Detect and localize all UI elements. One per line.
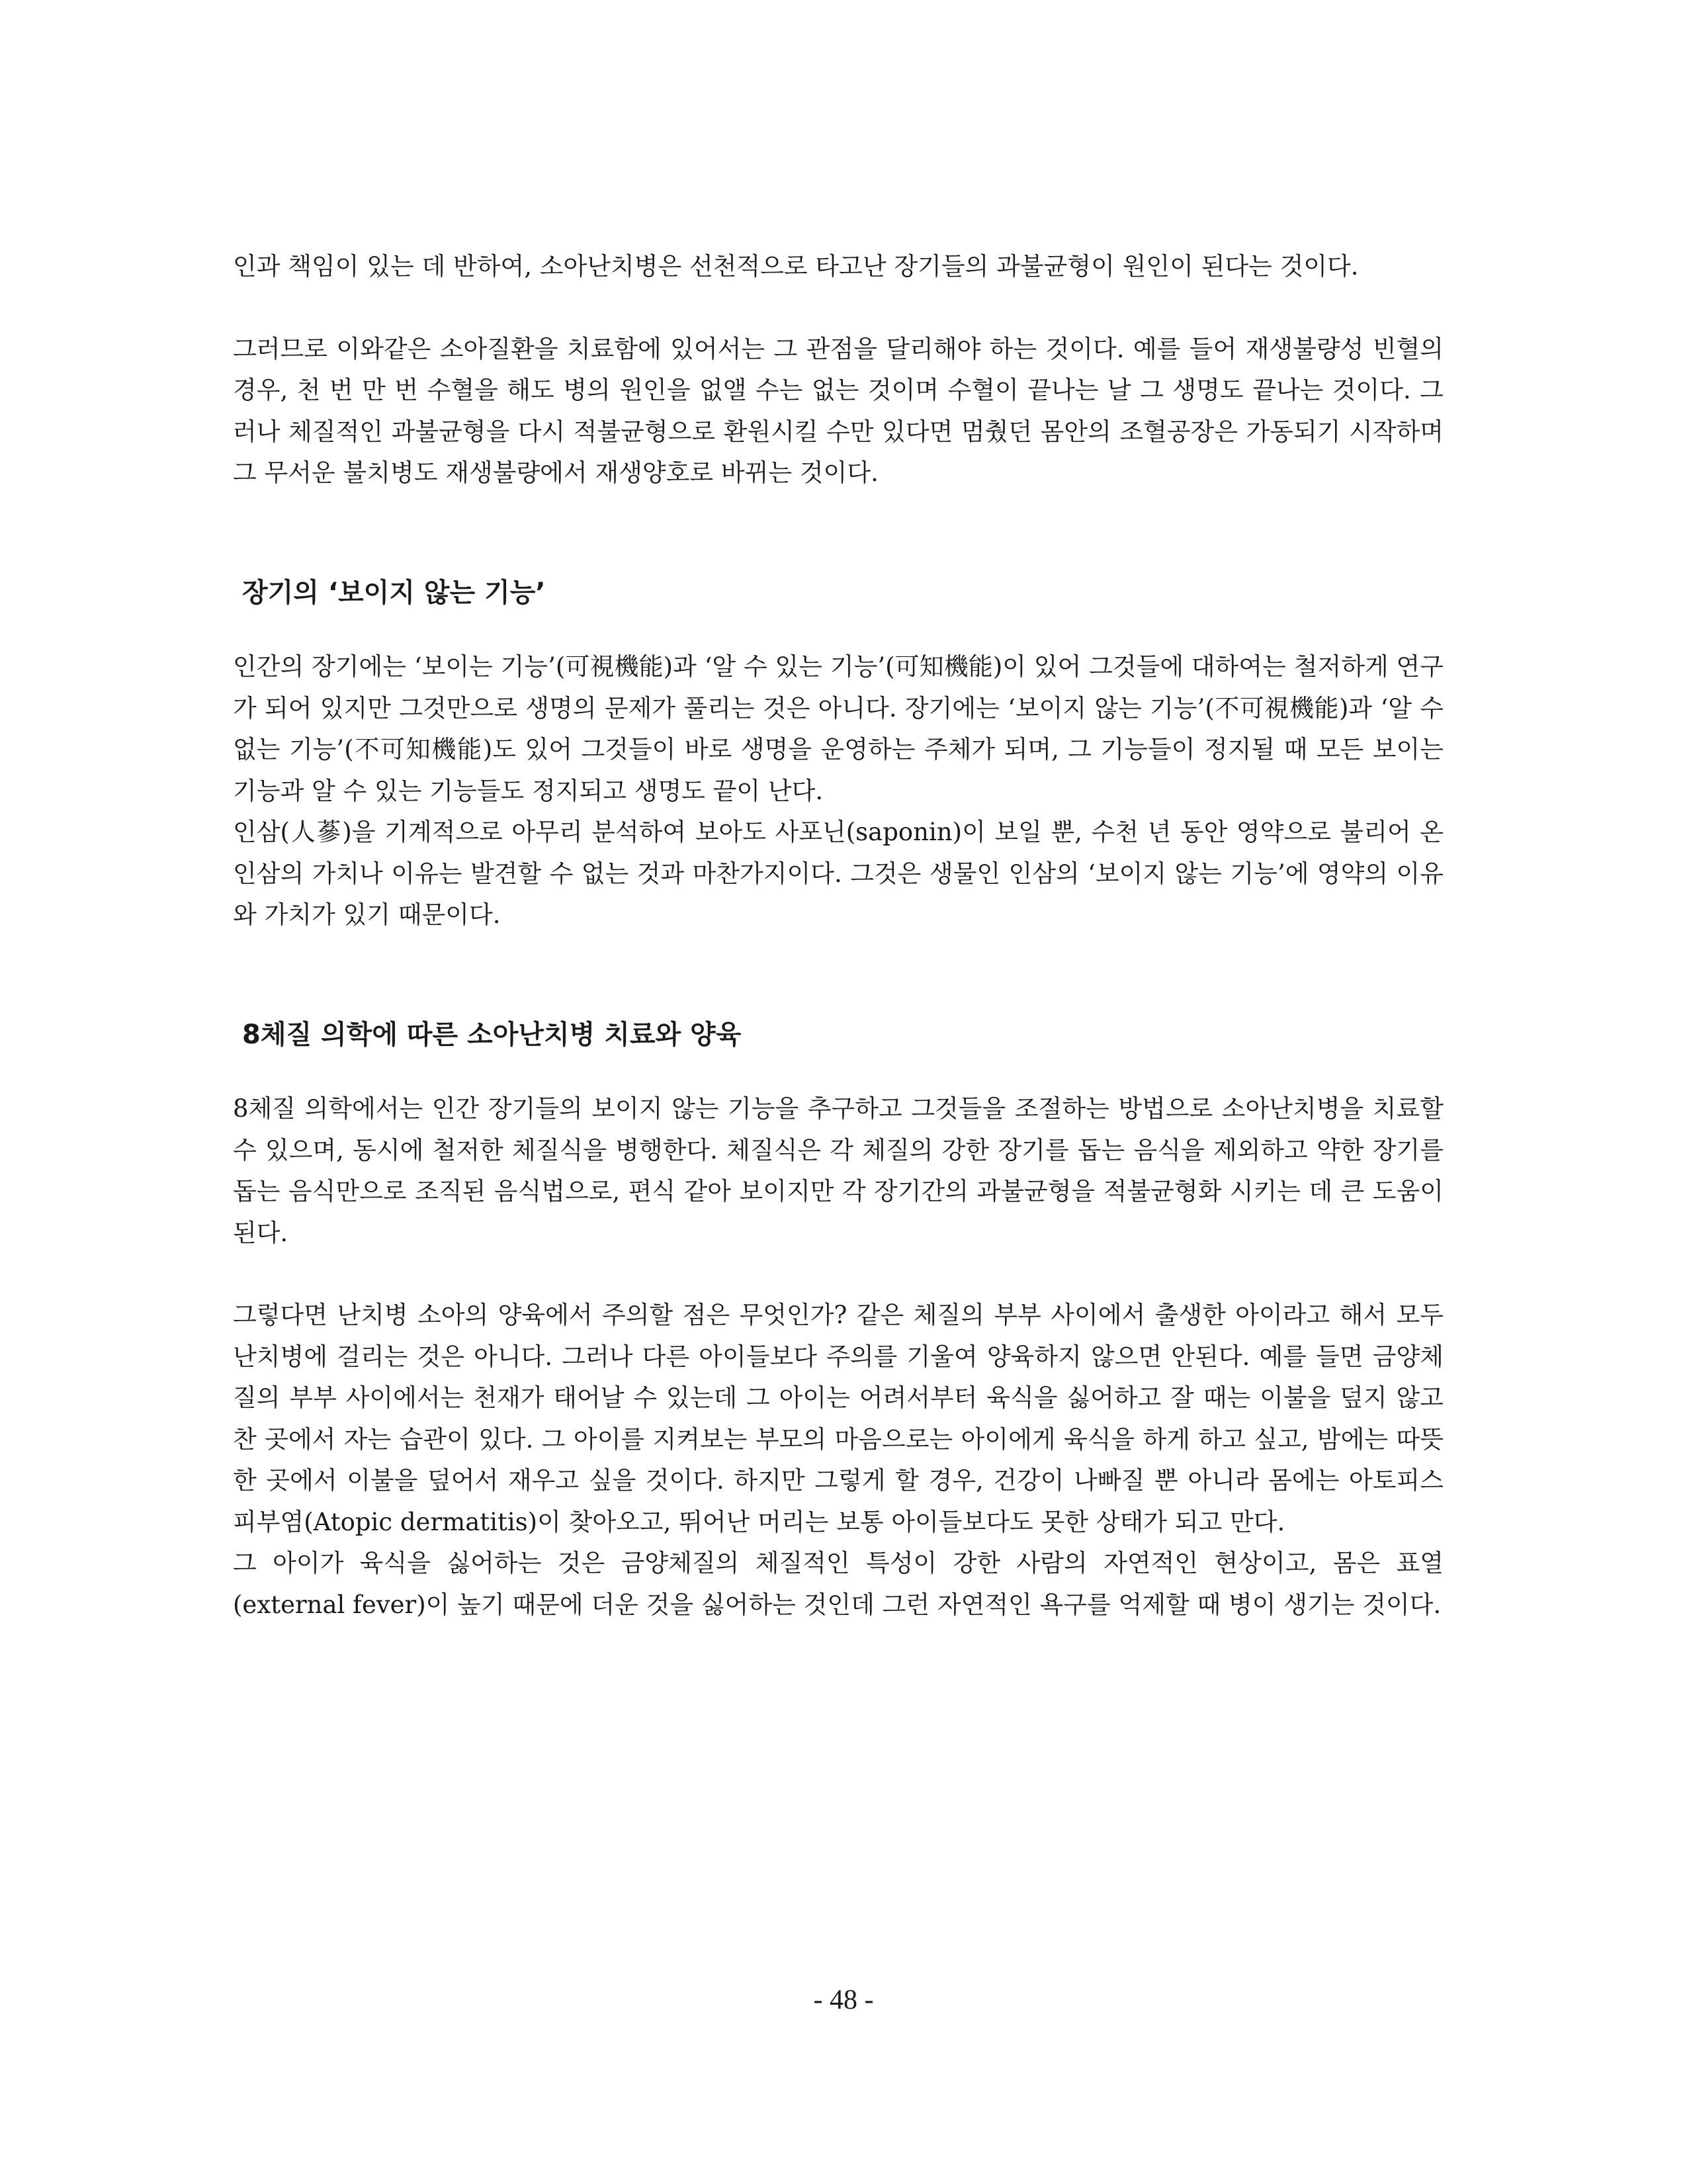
paragraph-4: 인삼(人蔘)을 기계적으로 아무리 분석하여 보아도 사포닌(saponin)이 보일 뿐, 수천 년 동안 영약으로 불리어 온 인삼의 가치나 이유는 발견할 수 없는 것과 마찬가지이다. 그것은 생물인 인삼의 ‘보이지 않는 기능’에 영약의 이유와 가치가 있기 때문이다. xyxy=(233,818,1444,929)
page-body xyxy=(233,246,1444,1626)
paragraph-2: 그러므로 이와같은 소아질환을 치료함에 있어서는 그 관점을 달리해야 하는 것이다. 예를 들어 재생불량성 빈혈의 경우, 천 번 만 번 수혈을 해도 병의 원인을 없앨 수는 없는 것이며 수혈이 끝나는 날 그 생명도 끝나는 것이다. 그러나 체질적인 과불균형을 다시 적불균형으로 환원시킬 수만 있다면 멈췄던 몸안의 조혈공장은 가동되기 시작하며 그 무서운 불치병도 재생불량에서 재생양호로 바뀌는 것이다. xyxy=(233,334,1444,487)
paragraph-3: 인간의 장기에는 ‘보이는 기능’(可視機能)과 ‘알 수 있는 기능’(可知機能)이 있어 그것들에 대하여는 철저하게 연구가 되어 있지만 그것만으로 생명의 문제가 풀리는 것은 아니다. 장기에는 ‘보이지 않는 기능’(不可視機能)과 ‘알 수 없는 기능’(不可知機能)도 있어 그것들이 바로 생명을 운영하는 주체가 되며, 그 기능들이 정지될 때 모든 보이는 기능과 알 수 있는 기능들도 정지되고 생명도 끝이 난다. xyxy=(233,652,1444,805)
paragraph-7: 그 아이가 육식을 싫어하는 것은 금양체질의 체질적인 특성이 강한 사람의 자연적인 현상이고, 몸은 표열(external fever)이 높기 때문에 더운 것을 싫어하는 것인데 그런 자연적인 욕구를 억제할 때 병이 생기는 것이다. xyxy=(233,1549,1444,1619)
section-heading-treatment: 8체질 의학에 따른 소아난치병 치료와 양육 xyxy=(242,1019,742,1050)
page-number: - 48 - xyxy=(813,1985,874,2015)
paragraph-5: 8체질 의학에서는 인간 장기들의 보이지 않는 기능을 추구하고 그것들을 조절하는 방법으로 소아난치병을 치료할 수 있으며, 동시에 철저한 체질식을 병행한다. 체질식은 각 체질의 강한 장기를 돕는 음식을 제외하고 약한 장기를 돕는 음식만으로 조직된 음식법으로, 편식 같아 보이지만 각 장기간의 과불균형을 적불균형화 시키는 데 큰 도움이 된다. xyxy=(233,1094,1444,1247)
section-heading-invisible-function: 장기의 ‘보이지 않는 기능’ xyxy=(242,577,546,608)
paragraph-6: 그렇다면 난치병 소아의 양육에서 주의할 점은 무엇인가? 같은 체질의 부부 사이에서 출생한 아이라고 해서 모두 난치병에 걸리는 것은 아니다. 그러나 다른 아이들보다 주의를 기울여 양육하지 않으면 안된다. 예를 들면 금양체질의 부부 사이에서는 천재가 태어날 수 있는데 그 아이는 어려서부터 육식을 싫어하고 잘 때는 이불을 덮지 않고 찬 곳에서 자는 습관이 있다. 그 아이를 지켜보는 부모의 마음으로는 아이에게 육식을 하게 하고 싶고, 밤에는 따뜻한 곳에서 이불을 덮어서 재우고 싶을 것이다. 하지만 그렇게 할 경우, 건강이 나빠질 뿐 아니라 몸에는 아토피스 피부염(Atopic dermatitis)이 찾아오고, 뛰어난 머리는 보통 아이들보다도 못한 상태가 되고 만다. xyxy=(233,1301,1444,1536)
paragraph-1: 인과 책임이 있는 데 반하여, 소아난치병은 선천적으로 타고난 장기들의 과불균형이 원인이 된다는 것이다. xyxy=(233,252,1359,281)
